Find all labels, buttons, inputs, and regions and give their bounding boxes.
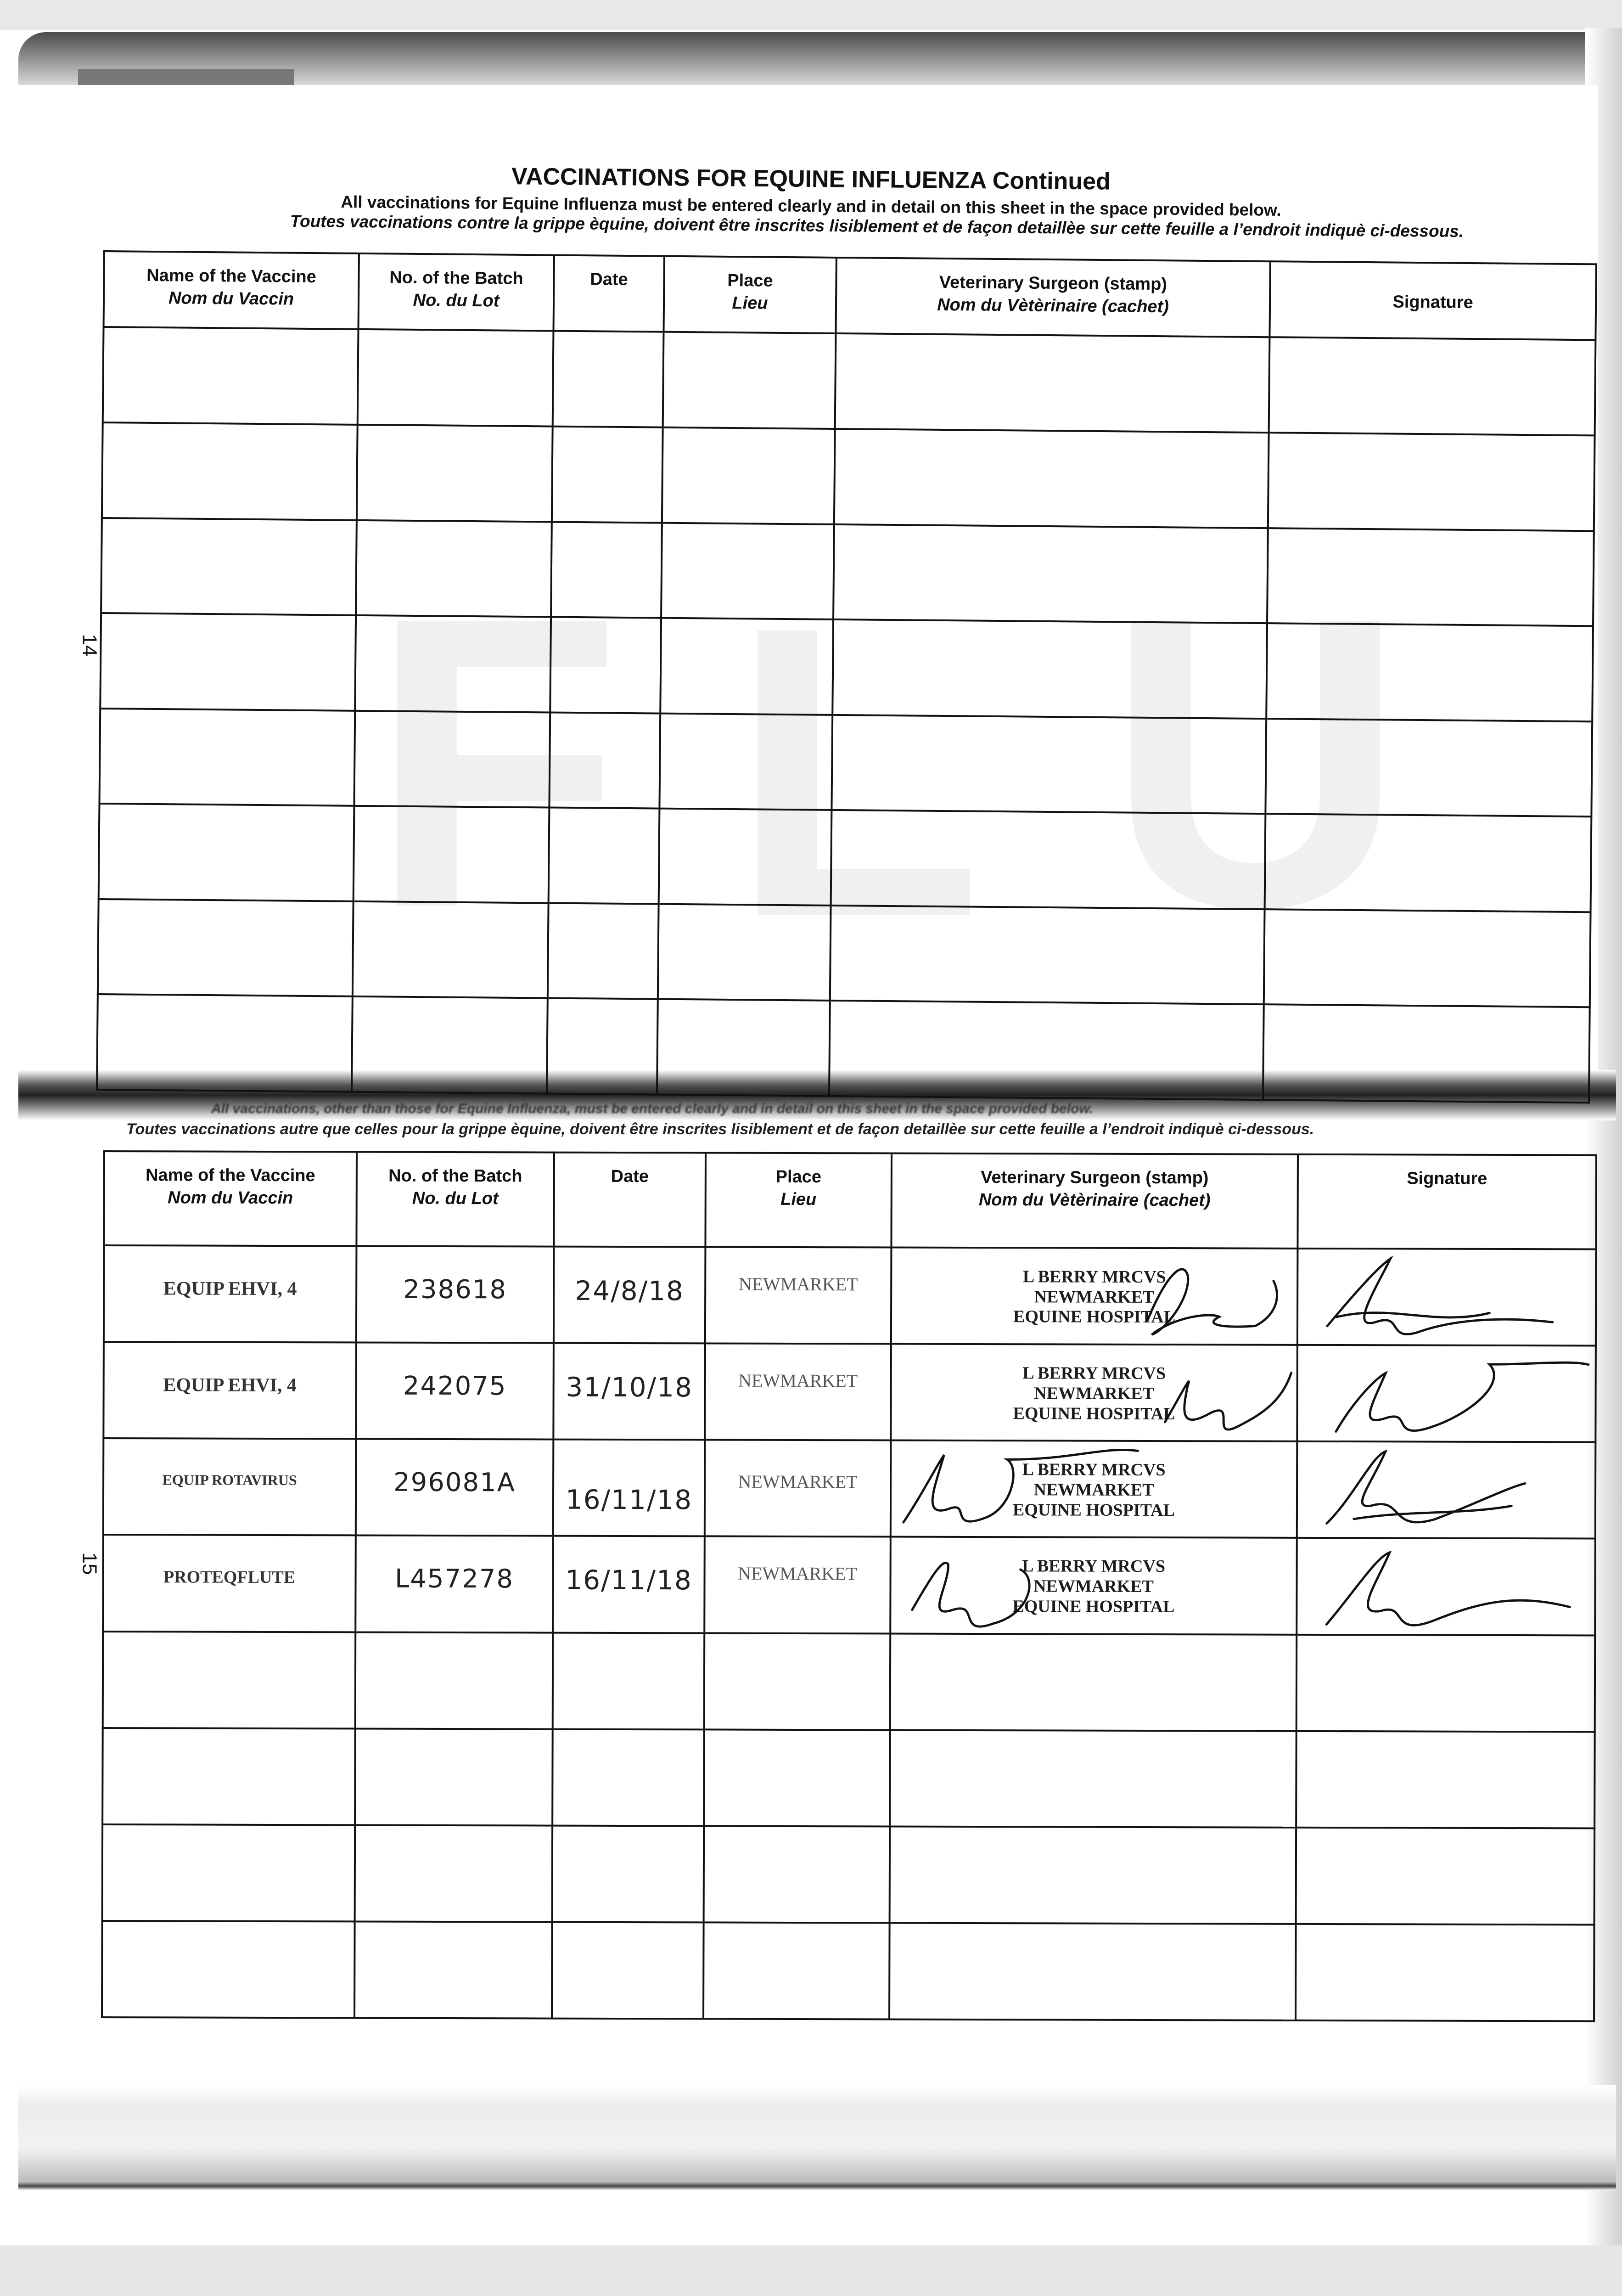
vet-cell <box>890 1730 1296 1827</box>
date-cell <box>552 1922 704 2019</box>
lower-instruction-english: All vaccinations, other than those for Equine Influenza, must be entered clearly and in detail on this sheet in the space provided below. <box>211 1101 1093 1116</box>
signature-cell <box>1296 1634 1595 1732</box>
header-batch-number: No. of the Batch No. du Lot <box>356 1152 554 1246</box>
vet-cell <box>890 1826 1296 1924</box>
vet-stamp-line: EQUINE HOSPITAL <box>1012 1596 1175 1616</box>
date-cell <box>552 427 663 523</box>
vet-signature-scribble <box>892 1249 1297 1344</box>
header-batch-number: No. of the Batch No. du Lot <box>359 253 554 331</box>
vet-cell <box>831 810 1266 909</box>
vet-stamp-line: NEWMARKET <box>1033 1576 1154 1597</box>
vet-stamp-line: EQUINE HOSPITAL <box>1013 1403 1175 1424</box>
vet-cell <box>830 906 1265 1005</box>
vet-stamp-line: NEWMARKET <box>1033 1480 1154 1500</box>
date-cell <box>553 1343 705 1440</box>
batch-cell <box>356 1246 554 1343</box>
signature-cell <box>1296 1924 1594 2021</box>
header-place: Place Lieu <box>663 256 836 334</box>
table-row <box>103 1535 1595 1635</box>
signature-cell <box>1269 338 1596 436</box>
place-stamp: NEWMARKET <box>738 1273 858 1295</box>
vet-stamp-line: NEWMARKET <box>1034 1287 1155 1307</box>
watermark-letter-l: L <box>730 540 982 1002</box>
vaccine-cell <box>98 899 354 996</box>
date-cell <box>550 617 661 714</box>
date-cell <box>547 998 658 1095</box>
header-veterinary-surgeon: Veterinary Surgeon (stamp) Nom du Vètèrinaire (cachet) <box>836 258 1270 338</box>
table-body <box>97 327 1595 1103</box>
vet-stamp-line: L BERRY MRCVS <box>1022 1556 1166 1576</box>
place-cell <box>658 904 831 1001</box>
scan-bottom-shadow <box>18 2085 1616 2190</box>
batch-number: L457278 <box>394 1564 514 1594</box>
scan-bottom-edge <box>0 2245 1622 2296</box>
header-vaccine-name: Name of the Vaccine Nom du Vaccin <box>104 251 359 329</box>
vet-cell <box>891 1441 1297 1538</box>
page-number-lower: 15 <box>78 1552 101 1575</box>
batch-cell <box>355 1536 553 1632</box>
signature-cell <box>1266 623 1593 721</box>
vet-signature-scribble <box>892 1345 1296 1441</box>
table-row <box>97 994 1590 1103</box>
place-stamp: NEWMARKET <box>738 1563 858 1584</box>
vet-cell <box>835 333 1270 433</box>
signature-scribble <box>1298 1442 1595 1538</box>
vaccine-cell <box>104 1245 357 1343</box>
batch-cell <box>354 711 550 808</box>
place-cell <box>663 332 836 429</box>
batch-cell <box>355 1728 553 1825</box>
place-cell <box>661 523 834 619</box>
date-cell <box>548 903 659 999</box>
vaccine-name: EQUIP EHVI, 4 <box>163 1374 297 1396</box>
vaccination-date: 16/11/18 <box>565 1484 693 1516</box>
batch-cell <box>352 996 548 1093</box>
vet-cell <box>832 619 1267 719</box>
header-date: Date <box>554 255 664 332</box>
lower-instruction-french: Toutes vaccinations autre que celles pour la grippe èquine, doivent être inscrites lisiblement et de façon detaillèe sur cette feuille a l’endroit indiquè ci-dessous. <box>126 1120 1314 1138</box>
place-cell <box>659 809 832 906</box>
signature-cell <box>1263 1004 1590 1103</box>
watermark-letter-f: F <box>370 531 622 993</box>
vaccine-cell <box>102 422 358 520</box>
header-veterinary-surgeon: Veterinary Surgeon (stamp) Nom du Vètèrinaire (cachet) <box>891 1153 1298 1248</box>
table-row <box>101 518 1594 626</box>
place-cell <box>704 1729 890 1826</box>
vaccine-cell <box>97 994 353 1092</box>
date-cell <box>553 1440 705 1536</box>
scan-top-edge <box>0 0 1622 30</box>
vaccine-cell <box>103 1342 356 1439</box>
vaccine-cell <box>103 327 359 424</box>
signature-cell <box>1268 433 1595 531</box>
place-cell <box>705 1247 892 1344</box>
vet-stamp-line: L BERRY MRCVS <box>1022 1267 1166 1287</box>
date-cell <box>552 1825 704 1922</box>
signature-cell <box>1264 909 1591 1007</box>
batch-cell <box>355 615 551 712</box>
vaccine-cell <box>103 1535 356 1632</box>
place-stamp: NEWMARKET <box>738 1370 858 1391</box>
page-title: VACCINATIONS FOR EQUINE INFLUENZA Continued <box>511 163 1111 195</box>
table-row <box>102 1921 1594 2021</box>
vaccine-cell <box>99 804 354 901</box>
batch-cell <box>356 520 552 617</box>
place-cell <box>660 618 833 715</box>
vaccine-cell <box>102 1824 355 1922</box>
vet-stamp-line: NEWMARKET <box>1034 1384 1155 1403</box>
table-row <box>103 1342 1596 1442</box>
vet-stamp-line: L BERRY MRCVS <box>1022 1363 1166 1384</box>
place-cell <box>705 1440 891 1537</box>
header-signature: Signature <box>1269 261 1596 340</box>
batch-cell <box>355 1825 553 1922</box>
table-row <box>102 1824 1595 1925</box>
signature-cell <box>1296 1538 1595 1635</box>
header-date: Date <box>554 1153 706 1247</box>
watermark-letter-u: U <box>1106 531 1405 993</box>
vaccine-cell <box>103 1438 356 1536</box>
table-row <box>103 1438 1596 1539</box>
signature-cell <box>1267 528 1594 626</box>
other-vaccination-table <box>101 1150 1597 2022</box>
instruction-english: All vaccinations for Equine Influenza must be entered clearly and in detail on this sheet in the space provided below. <box>341 192 1281 219</box>
vet-stamp-line: L BERRY MRCVS <box>1022 1460 1166 1480</box>
vet-cell <box>891 1248 1298 1345</box>
table-row <box>104 1245 1596 1346</box>
date-cell <box>549 808 660 904</box>
table-row <box>99 709 1592 817</box>
signature-cell <box>1265 814 1592 912</box>
place-cell <box>703 1922 890 2019</box>
batch-cell <box>356 1343 554 1440</box>
place-cell <box>662 428 835 524</box>
batch-number: 296081A <box>393 1467 516 1498</box>
table-body <box>102 1245 1596 2021</box>
signature-scribble <box>1298 1346 1595 1441</box>
table-header-row <box>104 251 1596 340</box>
place-cell <box>657 999 830 1096</box>
vet-cell <box>890 1633 1297 1731</box>
vet-cell <box>889 1923 1296 2020</box>
vet-cell <box>831 715 1266 814</box>
signature-cell <box>1296 1731 1595 1828</box>
batch-cell <box>353 901 549 998</box>
vaccine-name: PROTEQFLUTE <box>163 1567 296 1587</box>
date-cell <box>554 1247 706 1344</box>
batch-number: 238618 <box>403 1274 507 1305</box>
place-stamp: NEWMARKET <box>738 1471 858 1492</box>
header-signature: Signature <box>1297 1154 1596 1249</box>
vaccination-date: 24/8/18 <box>575 1275 685 1307</box>
place-cell <box>705 1344 891 1441</box>
vaccine-cell <box>102 1728 355 1825</box>
signature-scribble <box>1298 1249 1595 1345</box>
vaccination-date: 31/10/18 <box>566 1371 693 1403</box>
batch-cell <box>358 329 554 426</box>
place-cell <box>704 1826 890 1923</box>
vet-cell <box>890 1537 1297 1634</box>
influenza-vaccination-table <box>96 250 1597 1103</box>
table-row <box>103 1632 1595 1732</box>
date-cell <box>551 522 662 618</box>
vaccine-cell <box>101 518 357 615</box>
table-row <box>102 1728 1595 1829</box>
batch-cell <box>356 1439 554 1536</box>
table-row <box>100 613 1593 721</box>
date-cell <box>549 712 660 809</box>
date-cell <box>553 1536 705 1633</box>
place-cell <box>704 1536 891 1633</box>
instruction-french: Toutes vaccinations contre la grippe èquine, doivent être inscrites lisiblement et de façon detaillèe sur cette feuille a l’endroit indiquè ci-dessous. <box>290 211 1464 241</box>
table-row <box>102 422 1595 531</box>
vaccine-name: EQUIP EHVI, 4 <box>163 1278 297 1300</box>
batch-cell <box>355 1632 553 1729</box>
vaccine-cell <box>99 709 355 806</box>
header-vaccine-name: Name of the Vaccine Nom du Vaccin <box>104 1151 357 1246</box>
table-row <box>103 327 1596 435</box>
place-cell <box>659 713 832 810</box>
signature-cell <box>1297 1345 1596 1442</box>
vaccine-cell <box>103 1632 356 1729</box>
vaccination-date: 16/11/18 <box>565 1564 692 1596</box>
table-row <box>98 899 1591 1007</box>
table-row <box>99 804 1592 912</box>
batch-cell <box>354 1921 552 2018</box>
vaccine-cell <box>100 613 356 710</box>
vet-signature-scribble <box>891 1538 1296 1633</box>
date-cell <box>553 1632 705 1729</box>
vet-signature-scribble <box>892 1441 1296 1537</box>
batch-number: 242075 <box>403 1371 507 1401</box>
date-cell <box>553 331 664 428</box>
vet-stamp-line: EQUINE HOSPITAL <box>1012 1500 1175 1520</box>
vet-cell <box>829 1001 1264 1100</box>
vaccine-name: EQUIP ROTAVIRUS <box>162 1471 297 1489</box>
signature-cell <box>1297 1249 1596 1346</box>
batch-cell <box>354 806 550 903</box>
vet-cell <box>834 429 1269 528</box>
vet-cell <box>833 524 1268 623</box>
signature-scribble <box>1297 1539 1594 1634</box>
page-number-upper: 14 <box>78 634 101 657</box>
vaccine-cell <box>102 1921 355 2018</box>
table-header-row <box>104 1151 1596 1249</box>
vet-cell <box>891 1344 1297 1441</box>
signature-cell <box>1297 1441 1596 1539</box>
header-place: Place Lieu <box>705 1153 892 1247</box>
place-cell <box>704 1633 891 1730</box>
date-cell <box>552 1729 704 1826</box>
vet-stamp-line: EQUINE HOSPITAL <box>1013 1307 1176 1327</box>
signature-cell <box>1296 1828 1595 1925</box>
batch-cell <box>357 425 553 522</box>
signature-cell <box>1265 719 1592 817</box>
